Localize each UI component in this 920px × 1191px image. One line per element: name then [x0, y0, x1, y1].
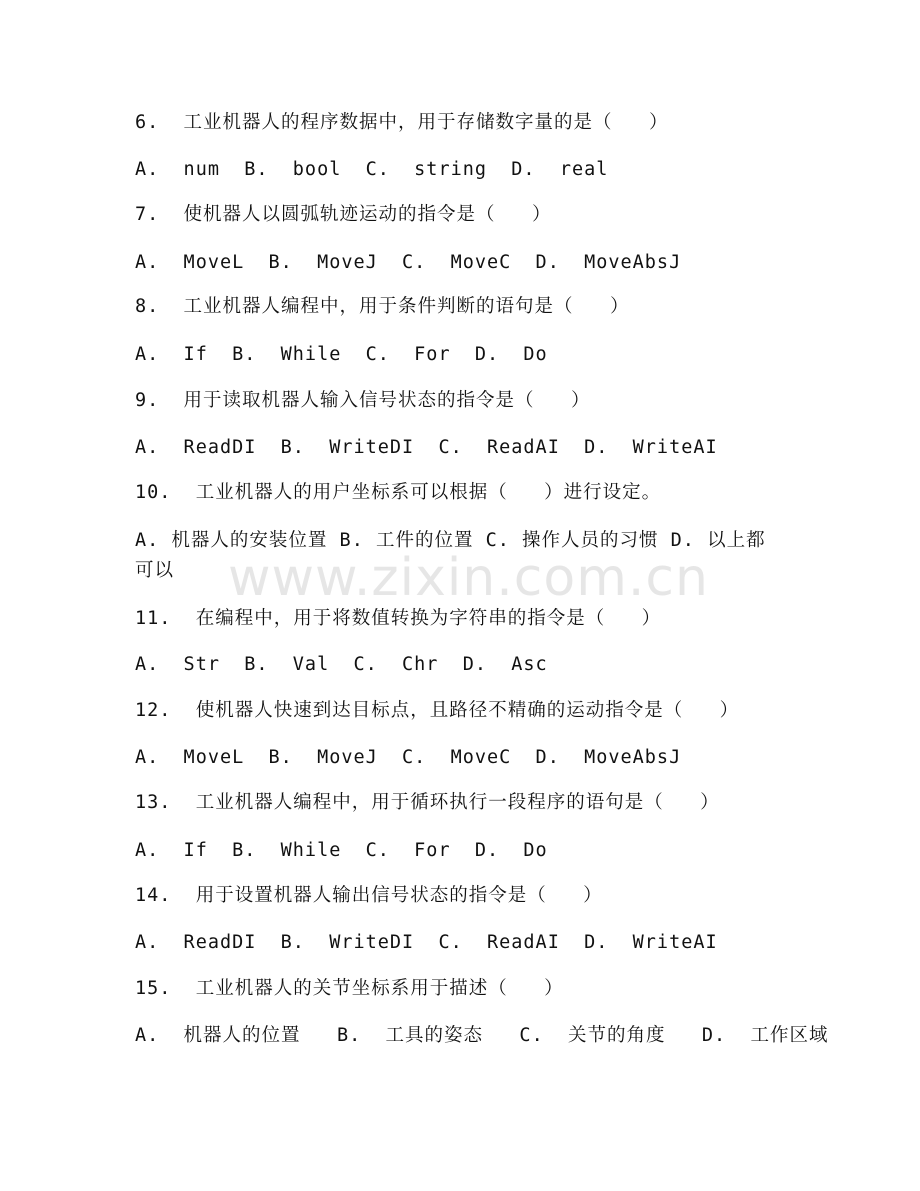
- question-stem: 13. 工业机器人编程中，用于循环执行一段程序的语句是（ ）: [135, 792, 720, 813]
- question-stem: 12. 使机器人快速到达目标点，且路径不精确的运动指令是（ ）: [135, 700, 740, 721]
- question-stem: 7. 使机器人以圆弧轨迹运动的指令是（ ）: [135, 204, 552, 225]
- question-options: A. If B. While C. For D. Do: [135, 840, 548, 861]
- question-options: A. MoveL B. MoveJ C. MoveC D. MoveAbsJ: [135, 252, 682, 273]
- question-options: A. Str B. Val C. Chr D. Asc: [135, 654, 548, 675]
- question-options: A. ReadDI B. WriteDI C. ReadAI D. WriteAI: [135, 437, 718, 458]
- question-stem: 14. 用于设置机器人输出信号状态的指令是（ ）: [135, 885, 603, 906]
- question-options: A. ReadDI B. WriteDI C. ReadAI D. WriteAI: [135, 932, 718, 953]
- watermark: www.zixin.com.cn: [228, 548, 709, 608]
- question-stem: 10. 工业机器人的用户坐标系可以根据（ ）进行设定。: [135, 482, 662, 503]
- question-options: A. If B. While C. For D. Do: [135, 344, 548, 365]
- question-options: A. num B. bool C. string D. real: [135, 159, 609, 180]
- question-options: A. 机器人的安装位置 B. 工件的位置 C. 操作人员的习惯 D. 以上都可以: [135, 530, 766, 581]
- question-stem: 15. 工业机器人的关节坐标系用于描述（ ）: [135, 978, 564, 999]
- question-options: A. MoveL B. MoveJ C. MoveC D. MoveAbsJ: [135, 747, 682, 768]
- question-stem: 9. 用于读取机器人输入信号状态的指令是（ ）: [135, 390, 591, 411]
- question-options: A. 机器人的位置 B. 工具的姿态 C. 关节的角度 D. 工作区域: [135, 1025, 829, 1046]
- question-stem: 6. 工业机器人的程序数据中，用于存储数字量的是（ ）: [135, 112, 669, 133]
- question-stem: 8. 工业机器人编程中，用于条件判断的语句是（ ）: [135, 296, 630, 317]
- question-stem: 11. 在编程中，用于将数值转换为字符串的指令是（ ）: [135, 608, 662, 629]
